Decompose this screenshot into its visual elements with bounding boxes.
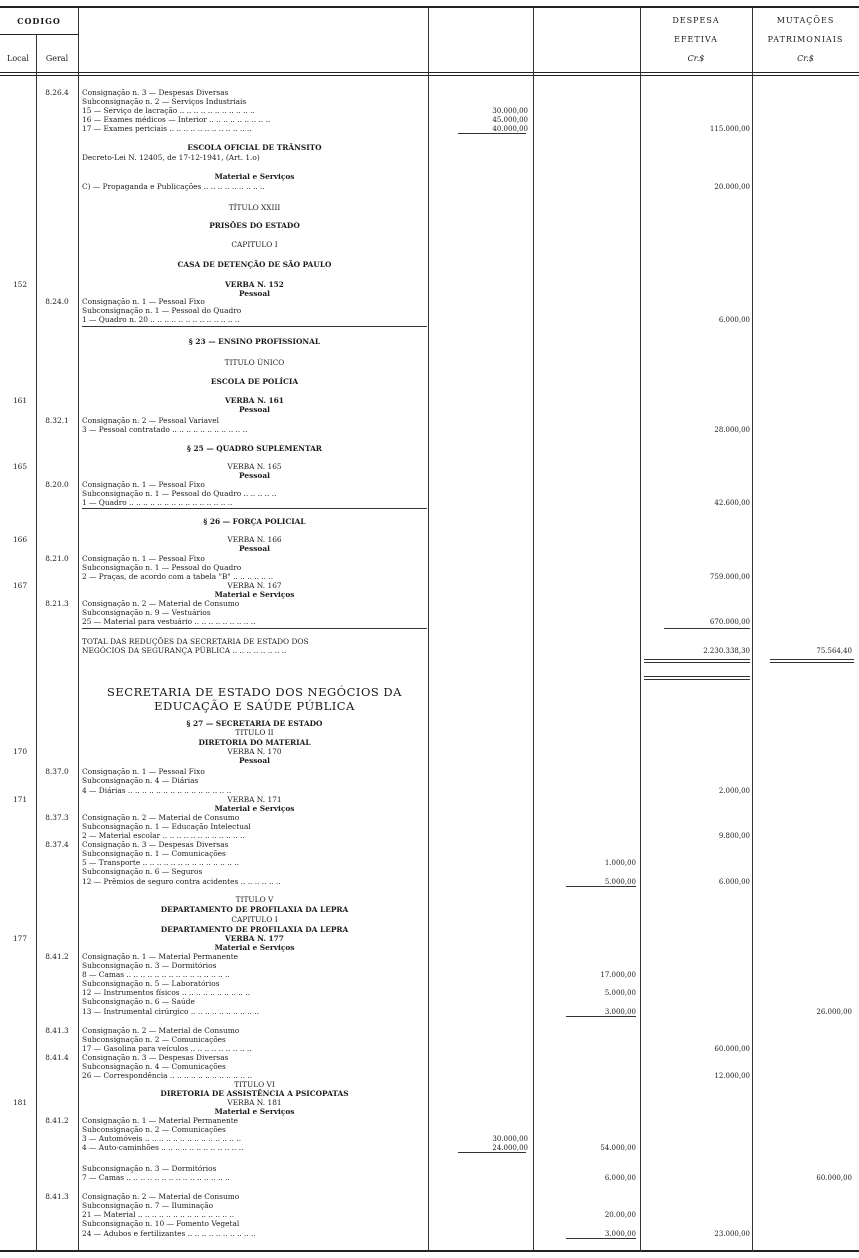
total-double-rule	[644, 659, 750, 660]
ledger-line: 21 — Material .. .. .. .. .. .. .. .. .. .. .. .. .. ..	[82, 1210, 235, 1219]
ledger-line: PRISÕES DO ESTADO	[209, 221, 300, 230]
ledger-line: Pessoal	[239, 471, 270, 480]
ledger-line: DIRETORIA DE ASSISTÊNCIA A PSICOPATAS	[160, 1089, 349, 1098]
ledger-line: Subconsignação n. 1 — Pessoal do Quadro	[82, 306, 242, 315]
col-line-local	[36, 35, 37, 1252]
amount-despesa-efetiva: 2.000,00	[718, 787, 750, 795]
amount-col-1: 40.000,00	[492, 125, 528, 133]
code-geral: 8.41.4	[45, 1053, 69, 1062]
ledger-line: Material e Serviços	[214, 943, 295, 952]
ledger-line: Consignação n. 1 — Pessoal Fixo	[82, 480, 205, 489]
total-double-rule	[770, 659, 854, 660]
ledger-line: 4 — Diárias .. .. .. .. .. .. .. .. .. .. .. .. .. .. ..	[82, 786, 232, 795]
ledger-line: Subconsignação n. 4 — Comunicações	[82, 1062, 226, 1071]
header-despesa-unit: Cr.$	[687, 54, 705, 63]
ledger-line: 3 — Automóveis .. .. .. .. .. .. .. .. .. .. .. .. .. ..	[82, 1134, 242, 1143]
ledger-line: 4 — Auto-caminhões .. .. .. .. .. .. .. .. .. .. .. ..	[82, 1143, 244, 1152]
amount-col-2: 54.000,00	[600, 1144, 636, 1152]
ledger-line: Material e Serviços	[214, 172, 295, 181]
header-patrimoniais: PATRIMONIAIS	[767, 35, 844, 44]
ledger-line: Material e Serviços	[214, 1107, 295, 1116]
ledger-line: TOTAL DAS REDUÇÕES DA SECRETARIA DE ESTADO DOS	[82, 637, 309, 646]
code-geral: 8.32.1	[45, 416, 69, 425]
code-local: 177	[12, 934, 28, 943]
ledger-line: TÍTULO XXIII	[228, 203, 281, 212]
ledger-line: VERBA N. 165	[227, 462, 282, 471]
col-line-desc	[428, 8, 429, 1252]
amount-col-2: 20.00,00	[604, 1211, 636, 1219]
ledger-line: Subconsignação n. 2 — Comunicações	[82, 1125, 226, 1134]
ledger-line: Pessoal	[239, 756, 270, 765]
amount-col-2: 3.000,00	[604, 1008, 636, 1016]
ledger-line: § 23 — ENSINO PROFISSIONAL	[188, 337, 321, 346]
ledger-line: CAPITULO I	[231, 915, 278, 924]
amount-mutacoes-patrimoniais: 26.000,00	[816, 1008, 852, 1016]
amount-despesa-efetiva: 42.600,00	[714, 499, 750, 507]
col-line-c2	[640, 8, 641, 1252]
ledger-line: 7 — Camas .. .. .. .. .. .. .. .. .. .. .. .. .. .. ..	[82, 1173, 230, 1182]
ledger-line: Decreto-Lei N. 12405, de 17-12-1941, (Art. 1.o)	[82, 153, 260, 162]
header-codigo: CODIGO	[17, 16, 61, 26]
ledger-line: Material e Serviços	[214, 804, 295, 813]
ledger-line: Subconsignação n. 2 — Serviços Industriais	[82, 97, 247, 106]
code-local: 152	[12, 280, 28, 289]
amount-col-1: 45.000,00	[492, 116, 528, 124]
total-rule	[664, 628, 750, 629]
ledger-line: 3 — Pessoal contratado .. .. .. .. .. .. .. .. .. .. ..	[82, 425, 248, 434]
ledger-line: 1 — Quadro n. 20 .. .. .. .. .. .. .. .. .. .. .. .. ..	[82, 315, 240, 324]
amount-col-1: 30.000,00	[492, 107, 528, 115]
header-despesa: DESPESA	[672, 16, 720, 25]
amount-col-2: 5.000,00	[604, 878, 636, 886]
ledger-line: Consignação n. 3 — Despesas Diversas	[82, 88, 229, 97]
ledger-line: Consignação n. 1 — Pessoal Fixo	[82, 554, 205, 563]
ledger-line: 17 — Exames periciais .. .. .. .. .. .. .. .. .. .. .. ..	[82, 124, 252, 133]
ledger-line: § 27 — SECRETARIA DE ESTADO	[186, 719, 323, 728]
ledger-line: 2 — Material escolar .. .. .. .. .. .. .. .. .. .. .. ..	[82, 831, 245, 840]
ledger-line: 15 — Serviço de lacração .. .. .. .. .. .. .. .. .. .. ..	[82, 106, 255, 115]
ledger-line: Subconsignação n. 3 — Dormitórios	[82, 961, 217, 970]
ledger-line: VERBA N. 161	[225, 396, 284, 405]
ledger-line: Consignação n. 2 — Pessoal Variavel	[82, 416, 219, 425]
ledger-line: ESCOLA OFICIAL DE TRÂNSITO	[187, 143, 322, 152]
section-rule	[82, 508, 427, 509]
ledger-line: 2 — Praças, de acordo com a tabela "B" .. .. .. .. .. ..	[82, 572, 274, 581]
ledger-line: Subconsignação n. 6 — Saúde	[82, 997, 195, 1006]
ledger-line: 17 — Gasolina para veículos .. .. .. .. .. .. .. .. ..	[82, 1044, 252, 1053]
ledger-line: Consignação n. 1 — Pessoal Fixo	[82, 297, 205, 306]
ledger-line: Consignação n. 1 — Material Permanente	[82, 1116, 239, 1125]
ledger-line: Subconsignação n. 4 — Diárias	[82, 776, 199, 785]
ledger-line: VERBA N. 181	[227, 1098, 282, 1107]
ledger-line: Consignação n. 3 — Despesas Diversas	[82, 1053, 229, 1062]
code-geral: 8.41.3	[45, 1026, 69, 1035]
ledger-line: Consignação n. 2 — Material de Consumo	[82, 1026, 240, 1035]
header-bottom-rule	[0, 72, 859, 73]
header-geral: Geral	[45, 54, 69, 63]
amount-despesa-efetiva: 28.000,00	[714, 426, 750, 434]
ledger-line: DEPARTAMENTO DE PROFILAXIA DA LEPRA	[160, 925, 349, 934]
ledger-line: VERBA N. 166	[227, 535, 282, 544]
amount-despesa-efetiva: 12.000,00	[714, 1072, 750, 1080]
ledger-line: Pessoal	[239, 544, 270, 553]
ledger-line: Subconsignação n. 9 — Vestuários	[82, 608, 211, 617]
total-double-rule	[644, 679, 750, 680]
code-geral: 8.26.4	[45, 88, 69, 97]
ledger-line: Subconsignação n. 6 — Seguros	[82, 867, 203, 876]
ledger-line: Subconsignação n. 1 — Pessoal do Quadro .. .. .. .. ..	[82, 489, 277, 498]
amount-mutacoes-patrimoniais: 75.564,40	[816, 647, 852, 655]
ledger-line: VERBA N. 152	[225, 280, 284, 289]
ledger-line: Pessoal	[239, 405, 270, 414]
ledger-line: Subconsignação n. 1 — Educação Intelectual	[82, 822, 251, 831]
ledger-line: Consignação n. 3 — Despesas Diversas	[82, 840, 229, 849]
ledger-line: Consignação n. 1 — Material Permanente	[82, 952, 239, 961]
total-double-rule	[644, 676, 750, 677]
code-local: 181	[12, 1098, 28, 1107]
code-geral: 8.37.0	[45, 767, 69, 776]
ledger-line: Consignação n. 2 — Material de Consumo	[82, 813, 240, 822]
ledger-line: 12 — Prêmios de seguro contra acidentes .. .. .. .. .. ..	[82, 877, 281, 886]
amount-despesa-efetiva: 20.000,00	[714, 183, 750, 191]
top-rule	[0, 6, 859, 8]
amount-col-1: 30.000,00	[492, 1135, 528, 1143]
header-local: Local	[7, 54, 29, 63]
ledger-line: NEGÓCIOS DA SEGURANÇA PÚBLICA .. .. .. .. .. .. .. ..	[82, 646, 287, 655]
section-rule	[82, 326, 427, 327]
amount-despesa-efetiva: 9.800,00	[718, 832, 750, 840]
header-bottom-rule-2	[0, 75, 859, 76]
ledger-line: CAPITULO I	[231, 240, 278, 249]
header-efetiva: EFETIVA	[674, 35, 718, 44]
ledger-line: Material e Serviços	[214, 590, 295, 599]
ledger-line: DIRETORIA DO MATERIAL	[198, 738, 311, 747]
ledger-line: Subconsignação n. 3 — Dormitórios	[82, 1164, 217, 1173]
code-geral: 8.41.2	[45, 952, 69, 961]
ledger-line: Subconsignação n. 2 — Comunicações	[82, 1035, 226, 1044]
ledger-line: Subconsignação n. 7 — Iluminação	[82, 1201, 214, 1210]
ledger-line: VERBA N. 167	[227, 581, 282, 590]
ledger-line: 5 — Transporte .. .. .. .. .. .. .. .. .. .. .. .. .. ..	[82, 858, 239, 867]
ledger-line: Consignação n. 2 — Material de Consumo	[82, 599, 240, 608]
amount-col-2: 17.000,00	[600, 971, 636, 979]
header-mutacoes: MUTAÇÕES	[776, 16, 835, 25]
ledger-line: 8 — Camas .. .. .. .. .. .. .. .. .. .. .. .. .. .. ..	[82, 970, 230, 979]
amount-despesa-efetiva: 6.000,00	[718, 316, 750, 324]
ledger-line: VERBA N. 177	[225, 934, 284, 943]
ledger-line: Consignação n. 1 — Pessoal Fixo	[82, 767, 205, 776]
ledger-line: ESCOLA DE POLÍCIA	[210, 377, 299, 386]
ledger-line: 24 — Adubos e fertilizantes .. .. .. .. .. .. .. .. .. ..	[82, 1229, 256, 1238]
col-line-c1	[533, 8, 534, 1252]
ledger-line: C) — Propaganda e Publicações .. .. .. .. .. .. .. .. ..	[82, 182, 265, 191]
total-rule	[82, 628, 427, 629]
amount-col-2: 6.000,00	[604, 1174, 636, 1182]
total-double-rule	[770, 662, 854, 663]
ledger-line: 13 — Instrumental cirúrgico .. .. .. .. .. .. .. .. .. ..	[82, 1007, 259, 1016]
code-local: 165	[12, 462, 28, 471]
ledger-line: 12 — Instrumentos físicos .. .. .. .. .. .. .. .. .. ..	[82, 988, 251, 997]
ledger-line: § 25 — QUADRO SUPLEMENTAR	[187, 444, 322, 453]
code-local: 167	[12, 581, 28, 590]
ledger-line: Subconsignação n. 1 — Comunicações	[82, 849, 226, 858]
amount-col-2: 5.000,00	[604, 989, 636, 997]
ledger-line: 25 — Material para vestuário .. .. .. .. .. .. .. .. ..	[82, 617, 256, 626]
amount-col-1: 24.000,00	[492, 1144, 528, 1152]
header-mutacoes-unit: Cr.$	[797, 54, 814, 63]
code-geral: 8.20.0	[45, 480, 69, 489]
amount-despesa-efetiva: 759.000,00	[709, 573, 750, 581]
ledger-line: VERBA N. 171	[227, 795, 282, 804]
code-geral: 8.41.2	[45, 1116, 69, 1125]
ledger-line: TITULO VI	[234, 1080, 275, 1089]
col-line-c3	[752, 8, 753, 1252]
code-geral: 8.41.3	[45, 1192, 69, 1201]
ledger-line: TITULO V	[235, 895, 274, 904]
ledger-line: Pessoal	[239, 289, 270, 298]
amount-despesa-efetiva: 2.230.338,30	[703, 647, 750, 655]
col-line-geral	[78, 8, 79, 1252]
ledger-line: Subconsignação n. 1 — Pessoal do Quadro	[82, 563, 242, 572]
ledger-line: TITULO ÚNICO	[224, 358, 285, 367]
ledger-line: 26 — Correspondência .. .. .. .. .. .. .. .. .. .. .. ..	[82, 1071, 253, 1080]
total-double-rule	[644, 662, 750, 663]
code-local: 166	[12, 535, 28, 544]
amount-mutacoes-patrimoniais: 60.000,00	[816, 1174, 852, 1182]
ledger-line: Subconsignação n. 10 — Fomento Vegetal	[82, 1219, 240, 1228]
ledger-line: VERBA N. 170	[227, 747, 282, 756]
ledger-line: DEPARTAMENTO DE PROFILAXIA DA LEPRA	[160, 905, 349, 914]
ledger-line: SECRETARIA DE ESTADO DOS NEGÓCIOS DA	[107, 685, 402, 699]
code-geral: 8.21.3	[45, 599, 69, 608]
code-geral: 8.37.3	[45, 813, 69, 822]
code-local: 161	[12, 396, 28, 405]
code-geral: 8.21.0	[45, 554, 69, 563]
code-local: 170	[12, 747, 28, 756]
ledger-line: 1 — Quadro .. .. .. .. .. .. .. .. .. .. .. .. .. .. ..	[82, 498, 233, 507]
ledger-line: § 26 — FORÇA POLICIAL	[203, 517, 306, 526]
amount-despesa-efetiva: 60.000,00	[714, 1045, 750, 1053]
code-geral: 8.37.4	[45, 840, 69, 849]
amount-col-2: 3.000,00	[604, 1230, 636, 1238]
ledger-line: 16 — Exames médicos — Interior .. .. .. .. .. .. .. .. ..	[82, 115, 271, 124]
amount-despesa-efetiva: 670.000,00	[709, 618, 750, 626]
bottom-rule	[0, 1250, 859, 1252]
ledger-line: CASA DE DETENÇÃO DE SÃO PAULO	[177, 260, 332, 269]
codigo-divider	[0, 34, 78, 35]
amount-despesa-efetiva: 115.000,00	[709, 125, 750, 133]
code-geral: 8.24.0	[45, 297, 69, 306]
amount-col-2: 1.000,00	[604, 859, 636, 867]
ledger-line: Consignação n. 2 — Material de Consumo	[82, 1192, 240, 1201]
ledger-line: TITULO II	[235, 728, 274, 737]
amount-despesa-efetiva: 6.000,00	[718, 878, 750, 886]
amount-despesa-efetiva: 23.000,00	[714, 1230, 750, 1238]
code-local: 171	[12, 795, 28, 804]
ledger-line: EDUCAÇÃO E SAÚDE PÚBLICA	[154, 699, 355, 713]
ledger-line: Subconsignação n. 5 — Laboratórios	[82, 979, 220, 988]
